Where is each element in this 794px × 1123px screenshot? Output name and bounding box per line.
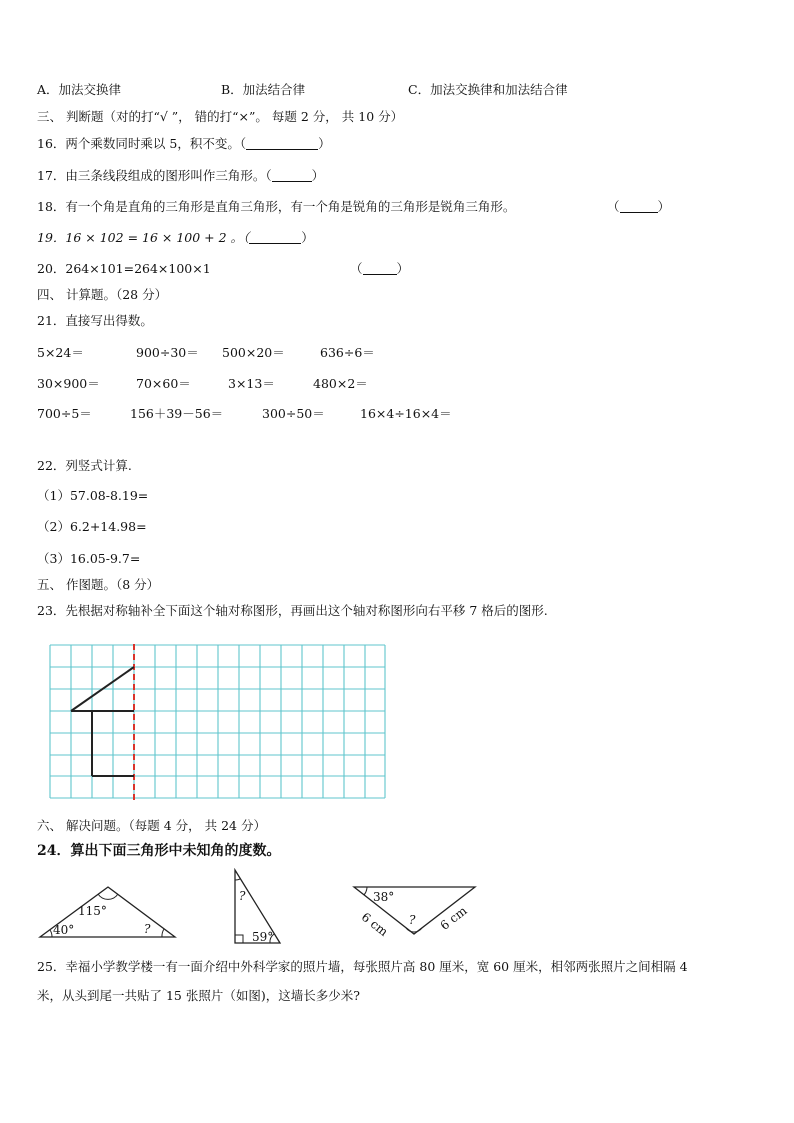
question-19-text: 19．16 × 102 = 16 × 100 + 2 。（ — [37, 230, 250, 245]
paren-close: ） — [396, 261, 410, 276]
triangle-1 — [38, 874, 178, 943]
paren-close: ） — [311, 168, 325, 183]
section5-title: 五、 作图题。（8 分） — [37, 577, 160, 592]
section6-title: 六、 解决问题。（每题 4 分， 共 24 分） — [37, 818, 266, 833]
question-22: 22．列竖式计算. — [37, 458, 132, 473]
calc-11: 300÷50＝ — [262, 406, 325, 421]
question-25-line1: 25．幸福小学教学楼一有一面介绍中外科学家的照片墙，每张照片高 80 厘米，宽 60 厘米，相邻两张照片之间相隔 4 — [37, 959, 688, 974]
paren-close: ） — [301, 230, 314, 245]
calc-6: 70×60＝ — [136, 376, 191, 391]
question-18-answer — [607, 199, 670, 215]
tri3-bottom-angle: ? — [409, 913, 416, 927]
calc-10: 156＋39－56＝ — [130, 406, 224, 421]
answer-blank-19[interactable] — [249, 231, 301, 244]
question-21: 21．直接写出得数。 — [37, 313, 153, 328]
tri2-bottom-angle: 59° — [252, 930, 274, 944]
tri1-right-angle: ? — [144, 922, 151, 936]
half-figure — [71, 667, 134, 776]
answer-blank-20[interactable] — [363, 262, 397, 275]
calc-5: 30×900＝ — [37, 376, 100, 391]
answer-blank-16[interactable] — [246, 137, 318, 150]
question-20-answer — [350, 261, 409, 277]
section3-title: 三、 判断题（对的打“√ ”， 错的打“×”。 每题 2 分， 共 10 分） — [37, 109, 404, 124]
tri1-left-angle: 40° — [53, 923, 75, 937]
tri3-left-angle: 38° — [373, 890, 395, 904]
answer-blank-17[interactable] — [272, 169, 312, 182]
question-18 — [37, 199, 515, 215]
calc-2: 900÷30＝ — [136, 345, 199, 360]
tri3-side-left: 6 cm — [358, 909, 391, 940]
option-c: C．加法交换律和加法结合律 — [408, 82, 568, 97]
question-18-text: 18．有一个角是直角的三角形是直角三角形，有一个角是锐角的三角形是锐角三角形。 — [37, 199, 516, 214]
paren-open: （ — [350, 261, 363, 276]
calc-12: 16×4÷16×4＝ — [360, 406, 452, 421]
question-17-text: 17．由三条线段组成的图形叫作三角形。（ — [37, 168, 272, 183]
drawing-grid — [49, 644, 387, 803]
question-22-3: （3）16.05-9.7= — [37, 551, 141, 566]
calc-4: 636÷6＝ — [320, 345, 375, 360]
tri2-top-angle: ? — [239, 889, 246, 903]
calc-1: 5×24＝ — [37, 345, 84, 360]
triangle-2 — [230, 868, 284, 949]
calc-3: 500×20＝ — [222, 345, 285, 360]
question-23: 23．先根据对称轴补全下面这个轴对称图形，再画出这个轴对称图形向右平移 7 格后的图形. — [37, 603, 548, 618]
triangle-3 — [352, 884, 478, 939]
paren-close: ） — [657, 199, 671, 214]
question-17 — [37, 168, 324, 184]
question-20: 20．264×101=264×100×1 — [37, 261, 211, 276]
paren-open: （ — [607, 199, 620, 214]
question-16 — [37, 136, 331, 152]
question-22-2: （2）6.2+14.98= — [37, 519, 147, 534]
question-24: 24．算出下面三角形中未知角的度数。 — [37, 843, 281, 859]
question-25-line2: 米，从头到尾一共贴了 15 张照片（如图)，这墙长多少米? — [37, 988, 360, 1003]
paren-close: ） — [318, 136, 331, 151]
question-16-text: 16．两个乘数同时乘以 5，积不变。（ — [37, 136, 247, 151]
calc-7: 3×13＝ — [228, 376, 275, 391]
tri3-side-right: 6 cm — [437, 903, 470, 933]
question-19 — [37, 230, 314, 246]
calc-9: 700÷5＝ — [37, 406, 92, 421]
answer-blank-18[interactable] — [620, 200, 658, 213]
section4-title: 四、 计算题。（28 分） — [37, 287, 168, 302]
question-22-1: （1）57.08-8.19= — [37, 488, 149, 503]
grid-svg — [49, 644, 387, 800]
tri1-top-angle: 115° — [78, 904, 107, 918]
calc-8: 480×2＝ — [313, 376, 368, 391]
option-a: A．加法交换律 — [37, 82, 122, 97]
option-b: B．加法结合律 — [221, 82, 306, 97]
